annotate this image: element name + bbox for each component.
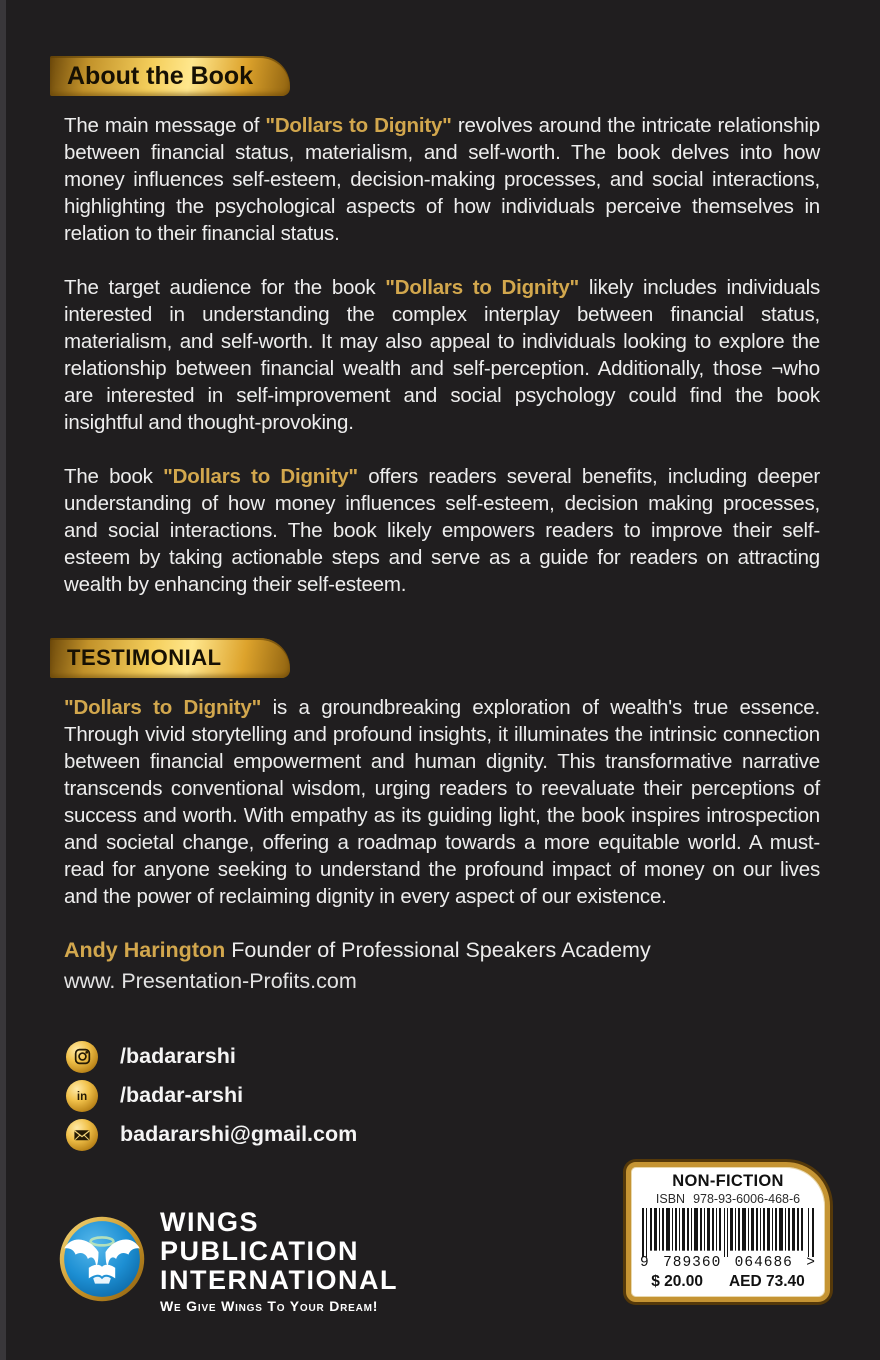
- isbn-number: 978-93-6006-468-6: [693, 1192, 801, 1206]
- svg-text:in: in: [76, 1089, 88, 1103]
- instagram-icon: [66, 1041, 98, 1073]
- testimonial-body: [64, 694, 820, 910]
- testimonial-paragraph: "Dollars to Dignity" is a groundbreaking exploration of wealth's true essence. Through vivid storytelling and profound insights, it illuminates the intrinsic connection between financial empowerment and human dignity. This transformative narrative transcends conventional wisdom, urging readers to reevaluate their perceptions of success and worth. With empathy as its guiding light, the book inspires introspection and societal change, offering a roadmap towards a more equitable world. A must-read for anyone seeking to understand the profound impact of money on our lives and the power of reclaiming dignity in every aspect of our existence.: [64, 696, 820, 908]
- email-address: badararshi@gmail.com: [120, 1122, 358, 1146]
- email-icon: [66, 1119, 98, 1151]
- contact-instagram[interactable]: [66, 1040, 880, 1073]
- instagram-handle: /badararshi: [120, 1044, 236, 1068]
- publisher-name-line: WINGS: [160, 1207, 259, 1237]
- barcode-digit-lead: 9: [640, 1255, 650, 1271]
- cover-edge: [0, 0, 6, 1360]
- testimonial-attribution: Andy Harington Founder of Professional Speakers Academy: [64, 938, 651, 962]
- price-line: [651, 1273, 805, 1291]
- testimonial-section-banner: [50, 638, 290, 678]
- price-aed: AED 73.40: [728, 1273, 805, 1290]
- linkedin-handle: /badar-arshi: [120, 1083, 244, 1107]
- isbn-label: ISBN: [655, 1192, 686, 1206]
- publisher-name-line: PUBLICATION: [160, 1236, 359, 1266]
- publisher-tagline: We Give Wings To Your Dream!: [160, 1298, 379, 1314]
- publisher-logo: [58, 1208, 398, 1314]
- isbn-line: [656, 1192, 800, 1206]
- publisher-name-line: INTERNATIONAL: [160, 1265, 398, 1295]
- contact-list: [66, 1040, 880, 1151]
- price-usd: $ 20.00: [651, 1273, 703, 1290]
- about-paragraph-2: The target audience for the book "Dollars to Dignity" likely includes individuals interested in understanding the complex interplay between financial status, materialism, and self-worth. It may also appeal to individuals looking to explore the relationship between financial wealth and self-perception. Additionally, those ¬who are interested in self-improvement and social psychology could find the book insightful and thought-provoking.: [64, 276, 820, 434]
- wings-logo-icon: [58, 1215, 146, 1308]
- about-body: [64, 112, 820, 598]
- barcode-digit-group: 789360: [663, 1255, 722, 1271]
- barcode-digit-group: 064686: [734, 1255, 793, 1271]
- about-paragraph-1: The main message of "Dollars to Dignity" revolves around the intricate relationship between financial status, materialism, and self-worth. The book delves into how money influences self-esteem, decision-making processes, and social interactions, highlighting the psychological aspects of how individuals perceive themselves in relation to their financial status.: [64, 114, 820, 245]
- about-section-banner: [50, 56, 290, 96]
- about-paragraph-3: The book "Dollars to Dignity" offers readers several benefits, including deeper understanding of how money influences self-esteem, decision making processes, and social interactions. The book likely empowers readers to improve their self-esteem by taking actionable steps and serve as a guide for readers on attracting wealth by enhancing their self-esteem.: [64, 465, 820, 596]
- barcode-arrow: >: [806, 1255, 816, 1271]
- contact-email[interactable]: [66, 1118, 880, 1151]
- barcode-panel: [626, 1162, 830, 1302]
- linkedin-icon: [66, 1080, 98, 1112]
- author-website-link[interactable]: www. Presentation-Profits.com: [64, 969, 357, 993]
- barcode-digits: [640, 1255, 816, 1271]
- about-heading: About the Book: [67, 61, 254, 90]
- contact-linkedin[interactable]: [66, 1079, 880, 1112]
- testimonial-heading: TESTIMONIAL: [67, 645, 222, 670]
- barcode-icon: [640, 1208, 816, 1257]
- genre-label: NON-FICTION: [672, 1172, 784, 1190]
